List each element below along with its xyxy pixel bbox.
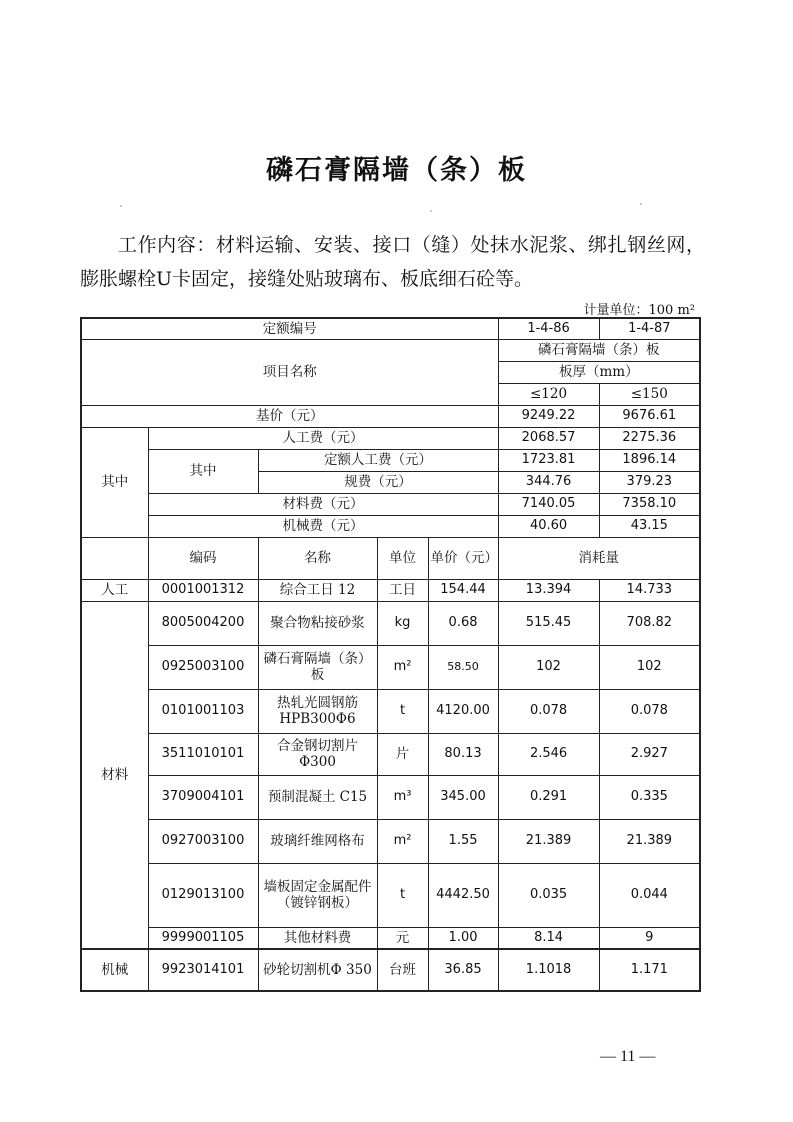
material-price: 345.00 <box>428 775 498 819</box>
material-price: 0.68 <box>428 601 498 645</box>
among-label: 其中 <box>81 427 148 537</box>
quota-table <box>80 317 701 992</box>
table-row <box>81 819 700 863</box>
work-content: 工作内容：材料运输、安装、接口（缝）处抹水泥浆、绑扎钢丝网，膨胀螺栓U卡固定，接缝处贴玻璃布、板底细石砼等。 <box>80 234 705 290</box>
scan-speck <box>640 203 642 205</box>
material-value-2: 9 <box>599 927 700 949</box>
material-code: 0101001103 <box>148 689 258 733</box>
material-value-2: 0.335 <box>599 775 700 819</box>
machine-value-1: 1.1018 <box>498 949 599 991</box>
material-unit: m³ <box>377 775 428 819</box>
unit-label: 计量单位：100 m² <box>583 303 695 318</box>
machine-cost-label: 机械费（元） <box>148 515 498 537</box>
labor-code: 0001001312 <box>148 579 258 601</box>
material-price: 1.55 <box>428 819 498 863</box>
table-row <box>81 927 700 949</box>
col-unit: 单位 <box>377 537 428 579</box>
material-name: 合金钢切割片 Φ300 <box>258 733 377 775</box>
machine-value-2: 1.171 <box>599 949 700 991</box>
material-code: 0927003100 <box>148 819 258 863</box>
quota-code-2: 1-4-87 <box>599 318 700 339</box>
labor-category: 人工 <box>81 579 148 601</box>
machine-name: 砂轮切割机Φ 350 <box>258 949 377 991</box>
material-name: 玻璃纤维网格布 <box>258 819 377 863</box>
labor-cost-2: 2275.36 <box>599 427 700 449</box>
table-row <box>81 775 700 819</box>
quota-code-label: 定额编号 <box>81 318 498 339</box>
labor-cost-1: 2068.57 <box>498 427 599 449</box>
quota-labor-1: 1723.81 <box>498 449 599 471</box>
materials-category: 材料 <box>81 601 148 949</box>
material-value-1: 2.546 <box>498 733 599 775</box>
fees-label: 规费（元） <box>258 471 498 493</box>
material-cost-1: 7140.05 <box>498 493 599 515</box>
material-unit: m² <box>377 819 428 863</box>
base-price-label: 基价（元） <box>81 405 498 427</box>
thickness-label: 板厚（mm） <box>498 361 700 383</box>
machine-cost-2: 43.15 <box>599 515 700 537</box>
material-unit: m² <box>377 645 428 689</box>
material-code: 0129013100 <box>148 863 258 927</box>
material-unit: kg <box>377 601 428 645</box>
material-value-1: 0.078 <box>498 689 599 733</box>
material-price: 1.00 <box>428 927 498 949</box>
material-unit: t <box>377 689 428 733</box>
material-value-1: 0.291 <box>498 775 599 819</box>
material-cost-2: 7358.10 <box>599 493 700 515</box>
material-price: 58.50 <box>428 645 498 689</box>
material-price: 4120.00 <box>428 689 498 733</box>
material-code: 9999001105 <box>148 927 258 949</box>
material-name: 墙板固定金属配件（镀锌钢板） <box>258 863 377 927</box>
page-number: — 11 — <box>600 1048 656 1065</box>
material-value-2: 21.389 <box>599 819 700 863</box>
material-unit: t <box>377 863 428 927</box>
material-name: 其他材料费 <box>258 927 377 949</box>
labor-cost-label: 人工费（元） <box>148 427 498 449</box>
sub-among-label: 其中 <box>148 449 258 493</box>
labor-name: 综合工日 12 <box>258 579 377 601</box>
material-name: 热轧光圆钢筋 HPB300Φ6 <box>258 689 377 733</box>
quota-code-row <box>81 318 700 339</box>
material-value-2: 708.82 <box>599 601 700 645</box>
labor-value-2: 14.733 <box>599 579 700 601</box>
scan-speck <box>120 205 122 207</box>
fees-2: 379.23 <box>599 471 700 493</box>
material-code: 0925003100 <box>148 645 258 689</box>
scan-speck <box>430 210 432 212</box>
material-name: 磷石膏隔墙（条）板 <box>258 645 377 689</box>
material-code: 3709004101 <box>148 775 258 819</box>
table-row <box>81 645 700 689</box>
machine-cost-1: 40.60 <box>498 515 599 537</box>
material-value-2: 102 <box>599 645 700 689</box>
column-header-row <box>81 537 700 579</box>
table-row <box>81 689 700 733</box>
col-code: 编码 <box>148 537 258 579</box>
table-row <box>81 601 700 645</box>
material-cost-label: 材料费（元） <box>148 493 498 515</box>
quota-code-1: 1-4-86 <box>498 318 599 339</box>
material-value-1: 515.45 <box>498 601 599 645</box>
quota-labor-2: 1896.14 <box>599 449 700 471</box>
material-price: 80.13 <box>428 733 498 775</box>
page-title: 磷石膏隔墙（条）板 <box>266 155 527 186</box>
machine-unit: 台班 <box>377 949 428 991</box>
material-value-2: 2.927 <box>599 733 700 775</box>
thickness-2: ≤150 <box>599 383 700 405</box>
material-value-1: 102 <box>498 645 599 689</box>
quota-labor-label: 定额人工费（元） <box>258 449 498 471</box>
thickness-1: ≤120 <box>498 383 599 405</box>
item-name: 磷石膏隔墙（条）板 <box>498 339 700 361</box>
material-code: 8005004200 <box>148 601 258 645</box>
material-unit: 片 <box>377 733 428 775</box>
material-value-1: 8.14 <box>498 927 599 949</box>
material-unit: 元 <box>377 927 428 949</box>
material-value-2: 0.078 <box>599 689 700 733</box>
labor-price: 154.44 <box>428 579 498 601</box>
material-name: 预制混凝土 C15 <box>258 775 377 819</box>
table-row <box>81 949 700 991</box>
col-price: 单价（元） <box>428 537 498 579</box>
item-name-label: 项目名称 <box>81 339 498 405</box>
col-consumption: 消耗量 <box>498 537 700 579</box>
base-price-2: 9676.61 <box>599 405 700 427</box>
machine-category: 机械 <box>81 949 148 991</box>
base-price-row <box>81 405 700 427</box>
labor-unit: 工日 <box>377 579 428 601</box>
machine-price: 36.85 <box>428 949 498 991</box>
material-price: 4442.50 <box>428 863 498 927</box>
machine-code: 9923014101 <box>148 949 258 991</box>
material-value-1: 21.389 <box>498 819 599 863</box>
material-code: 3511010101 <box>148 733 258 775</box>
base-price-1: 9249.22 <box>498 405 599 427</box>
material-value-1: 0.035 <box>498 863 599 927</box>
material-value-2: 0.044 <box>599 863 700 927</box>
table-row <box>81 733 700 775</box>
table-row <box>81 579 700 601</box>
fees-1: 344.76 <box>498 471 599 493</box>
table-row <box>81 863 700 927</box>
col-name: 名称 <box>258 537 377 579</box>
material-name: 聚合物粘接砂浆 <box>258 601 377 645</box>
labor-value-1: 13.394 <box>498 579 599 601</box>
